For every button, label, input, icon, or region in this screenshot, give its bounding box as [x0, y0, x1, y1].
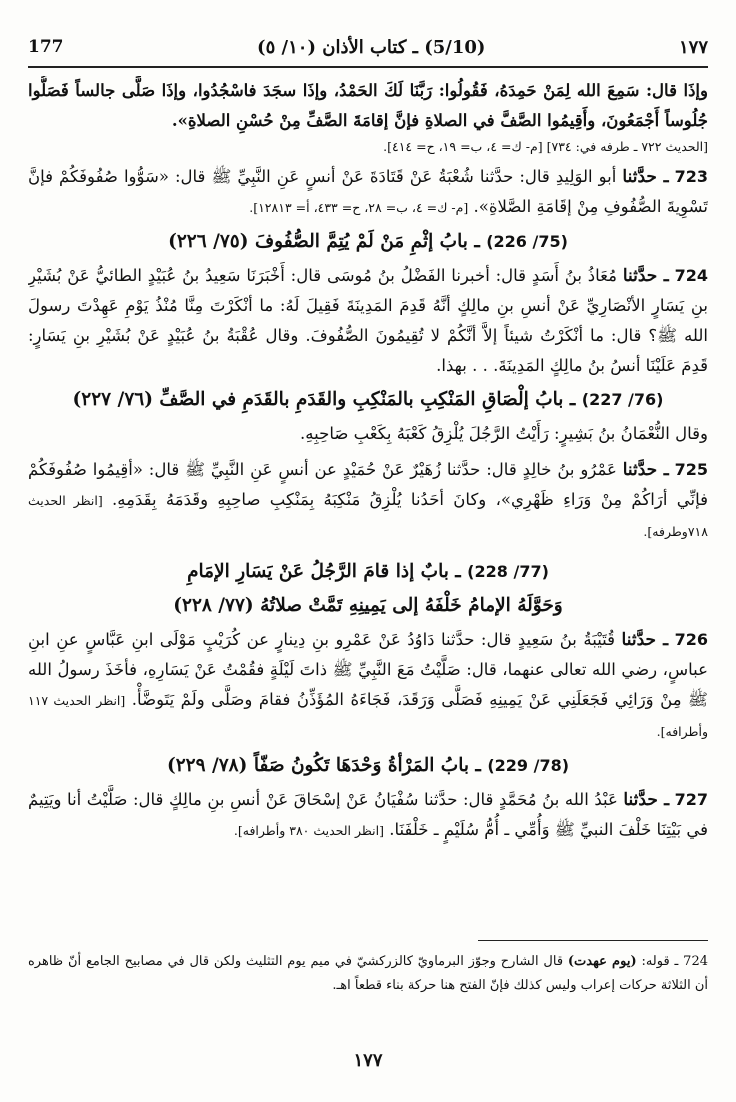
chapter-line-1 [28, 555, 708, 589]
footnote-lead: 724 ـ قوله: [641, 954, 708, 969]
hadith-number: 724 [674, 266, 708, 285]
hadith-726 [28, 625, 708, 747]
hadith-reference: [انظر الحديث ٧١٨وطرفه]. [28, 493, 708, 539]
chapter-number-arabic: (٧٧/ ٢٢٨) [173, 595, 254, 616]
page-number-arabic: ١٧٧ [678, 36, 708, 58]
hadith-number: 727 [674, 790, 708, 809]
footnote [28, 950, 708, 998]
hadith-text: مُعَاذُ بنُ أَسَدٍ قال: أخبرنا الفَضْلُ بنُ مُوسَى قال: أَخْبَرَنَا سَعِيدُ بنُ عُبَيْدٍ الطائيُّ عَنْ بُشَيْرِ بنِ يَسَارٍ الأنْصَارِيِّ عَنْ أنسِ بنِ مالِكٍ أنَّهُ قَدِمَ المَدِينَةَ فَقِيلَ لَهُ: ما أنْكَرْتَ مِنَّا مُنْذُ يَوْمِ عَهِدْتَ رسولَ الله ﷺ؟ قال: ما أنْكَرْتُ شيئاً إلاَّ أنَّكُمْ لا تُقِيمُونَ الصُّفُوفَ. وقال عُقْبَةُ بنُ عُبَيْدٍ عَنْ بُشَيْرِ بنِ يَسَارٍ: قَدِمَ عَلَيْنَا أنسُ بنُ مالِكٍ المَدِينَةَ. . . بهذا. [28, 266, 708, 375]
chapter-heading-78 [28, 749, 708, 783]
chapter-number: (75/ 226) [486, 232, 568, 251]
header-title: (5/10) ـ كتاب الأذان (١٠/ ٥) [257, 36, 486, 58]
numan-statement: وقال النُّعْمَانُ بنُ بَشِيرٍ: رَأَيْتُ الرَّجُلَ يُلْزِقُ كَعْبَهُ بِكَعْبِ صَاحِبِهِ. [300, 424, 708, 443]
chapter-title: ـ بابُ إلْصَاقِ المَنْكِبِ بالمَنْكِبِ والقَدَمِ بالقَدَمِ في الصَّفِّ [159, 389, 576, 410]
hadith-text: عَمْرُو بنُ خالِدٍ قال: حدَّثنا زُهَيْرٌ عَنْ حُمَيْدٍ عن أنسٍ عَنِ النَّبِيِّ ﷺ قال: «أقِيمُوا صُفُوفَكُمْ فإنِّي أرَاكُمْ مِنْ وَرَاءِ ظَهْرِي»، وكانَ أحَدُنا يُلْزِقُ مَنْكِبَهُ بِمَنْكِبِ صاحِبِهِ وقَدَمَهُ بِقَدَمِهِ. [28, 460, 708, 509]
hadith-725 [28, 455, 708, 547]
chapter-heading-75 [28, 225, 708, 259]
hadith-727 [28, 785, 708, 846]
hadith-text: أبو الوَلِيدِ قال: حدَّثنا شُعْبَةُ عَنْ قَتَادَةَ عَنْ أنسٍ عَنِ النَّبِيِّ ﷺ قال: «سَوُّوا صُفُوفَكُمْ فإنَّ تَسْوِيةَ الصُّفُوفِ مِنْ إقَامَةِ الصَّلاةِ». [28, 167, 708, 216]
chapter-number: (76/ 227) [581, 390, 664, 409]
hadith-text: قُتَيْبَةُ بنُ سَعِيدٍ قال: حدَّثنا دَاوُدُ عَنْ عَمْرِو بنِ دِينارٍ عن كُرَيْبٍ مَوْلَى ابنِ عَبَّاسٍ عنِ ابنِ عباسٍ، رضي الله تعالى عنهما، قال: صَلَّيْتُ مَعَ النَّبِيِّ ﷺ ذاتَ لَيْلَةٍ فقُمْتُ عَنْ يَسَارِهِ، فأخَذَ رسولُ الله ﷺ مِنْ وَرَائِي فَجَعَلَنِي عَنْ يَمِينِهِ فَصَلَّى وَرَقَدَ، فَجَاءَهُ المُؤَذِّنُ فقامَ وصَلَّى ولَمْ يَتَوضَّأْ. [28, 630, 708, 709]
chapter-title: ـ بابُ المَرْأةُ وَحْدَهَا تَكُونُ صَفّاً [253, 755, 481, 776]
hadith-lead: ـ حدَّثنا [621, 630, 669, 650]
hadith-number: 726 [674, 630, 708, 649]
chapter-title-line-1: ـ بابٌ إذا قامَ الرَّجُلُ عَنْ يَسَارِ الإمَامِ [187, 561, 461, 582]
page-number-bottom: ١٧٧ [353, 1050, 383, 1071]
chapter-number: (77/ 228) [467, 562, 549, 581]
chapter-number-arabic: (٧٨/ ٢٢٩) [166, 755, 248, 776]
hadith-723 [28, 162, 708, 223]
chapter-heading-77 [28, 555, 708, 623]
page-number-latin: 177 [28, 37, 64, 57]
hadith-number: 723 [674, 167, 708, 186]
footnote-text: قال الشارح وجوّز البرماويّ كالزركشيّ في ميم يوم التثليث ولكن قال في مصابيح الجامع أنّ ظاهره أن الثلاثة حركات إعراب وليس كذلك فإنّ الفتح هنا حركة بناء قطعاً اهـ. [28, 954, 708, 993]
hadith-reference: [م- ك= ٤، ب= ٢٨، ح= ٤٣٣، أ= ١٢٨١٣]. [249, 200, 469, 215]
chapter-number-arabic: (٧٥/ ٢٢٦) [168, 231, 249, 252]
main-text [28, 76, 708, 916]
chapter-line-2 [28, 589, 708, 623]
hadith-lead: ـ حدَّثنا [622, 167, 669, 187]
hadith-lead: ـ حدَّثنا [623, 790, 670, 810]
running-header [28, 28, 708, 68]
footnote-divider [478, 940, 708, 941]
hadith-lead: ـ حدَّثنا [622, 460, 669, 480]
footnote-term: (يوم عهدت) [567, 954, 637, 969]
hadith-text: عَبْدُ الله بنُ مُحَمَّدٍ قال: حدَّثنا سُفْيَانُ عَنْ إسْحَاقَ عَنْ أنسِ بنِ مالِكٍ قال: صَلَّيْتُ أنا ويَتِيمٌ في بَيْتِنَا خَلْفَ النبيِّ ﷺ وَأُمِّي ـ أُمُّ سُلَيْمٍ ـ خَلْفَنَا. [28, 790, 708, 839]
chapter-number: (78/ 229) [487, 756, 570, 775]
chapter-title: ـ بابُ إثْمِ مَنْ لَمْ يُتِمَّ الصُّفُوفَ [254, 231, 480, 252]
hadith-number: 725 [674, 460, 708, 479]
hadith-lead: ـ حدَّثنا [622, 266, 669, 286]
hadith-reference: [انظر الحديث ٣٨٠ وأطرافه]. [233, 823, 384, 838]
hadith-reference: [انظر الحديث ١١٧ وأطرافه]. [28, 693, 708, 739]
hadith-722-reference: [الحديث ٧٢٢ ـ طرفه في: ٧٣٤] [م- ك= ٤، ب= ١٩، ح= ٤١٤]. [383, 139, 708, 154]
hadith-722-continuation: وإذَا قال: سَمِعَ الله لِمَنْ حَمِدَهُ، فَقُولُوا: رَبَّنَا لَكَ الحَمْدُ، وإذَا سجَدَ فاسْجُدُوا، وإذَا صَلَّى جالساً فَصَلُّوا جُلُوساً أَجْمَعُونَ، وأَقِيمُوا الصَّفَّ في الصلاةِ فإنَّ إقامَةَ الصَّفِّ مِنْ حُسْنِ الصلاةِ». [28, 81, 708, 130]
hadith-724 [28, 261, 708, 381]
chapter-heading-76 [28, 383, 708, 417]
chapter-title-line-2: وَحَوَّلَهُ الإمامُ خَلْفَهُ إلى يَمِينِهِ تَمَّتْ صلاتُهُ [260, 595, 563, 616]
chapter-number-arabic: (٧٦/ ٢٢٧) [72, 389, 153, 410]
